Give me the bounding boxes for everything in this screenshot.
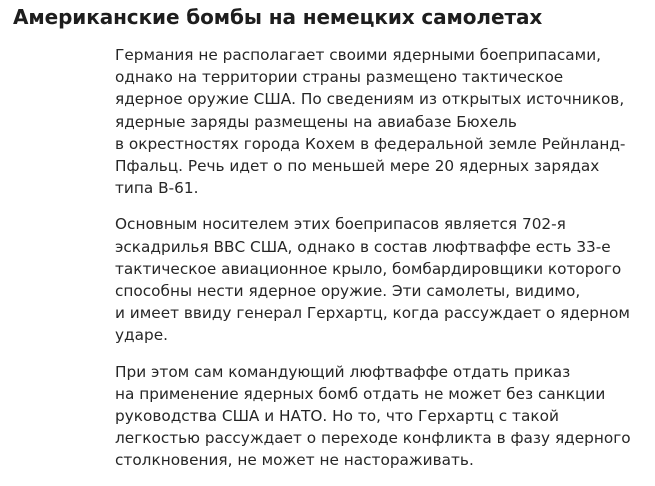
article-body [115,44,655,486]
text-line: столкновения, не может не настораживать. [115,451,474,470]
paragraph-2 [115,213,655,346]
paragraph-1 [115,44,655,199]
text-line: Основным носителем этих боеприпасов является 702-я [115,215,566,234]
text-line: легкостью рассуждает о переходе конфликта в фазу ядерного [115,429,631,448]
text-line: однако на территории страны размещено тактическое [115,68,564,87]
text-line: типа B-61. [115,179,199,198]
text-line: ядерные заряды размещены на авиабазе Бюхель [115,112,517,131]
text-line: эскадрилья ВВС США, однако в состав люфтваффе есть 33-е [115,237,611,256]
paragraph-3 [115,361,655,472]
text-line: тактическое авиационное крыло, бомбардировщики которого [115,259,622,278]
text-line: Пфальц. Речь идет о по меньшей мере 20 ядерных зарядах [115,157,600,176]
article-headline: Американские бомбы на немецких самолетах [13,5,543,29]
text-line: Германия не располагает своими ядерными боеприпасами, [115,46,601,64]
text-line: ударе. [115,326,168,345]
text-line: При этом сам командующий люфтваффе отдать приказ [115,362,571,381]
text-line: руководства США и НАТО. Но то, что Герхартц с такой [115,407,559,426]
text-line: на применение ядерных бомб отдать не может без санкции [115,384,606,403]
text-line: и имеет ввиду генерал Герхартц, когда рассуждает о ядерном [115,304,630,323]
text-line: в окрестностях города Кохем в федеральной земле Рейнланд- [115,134,626,153]
text-line: ядерное оружие США. По сведениям из открытых источников, [115,90,625,109]
text-line: способны нести ядерное оружие. Эти самолеты, видимо, [115,282,581,301]
